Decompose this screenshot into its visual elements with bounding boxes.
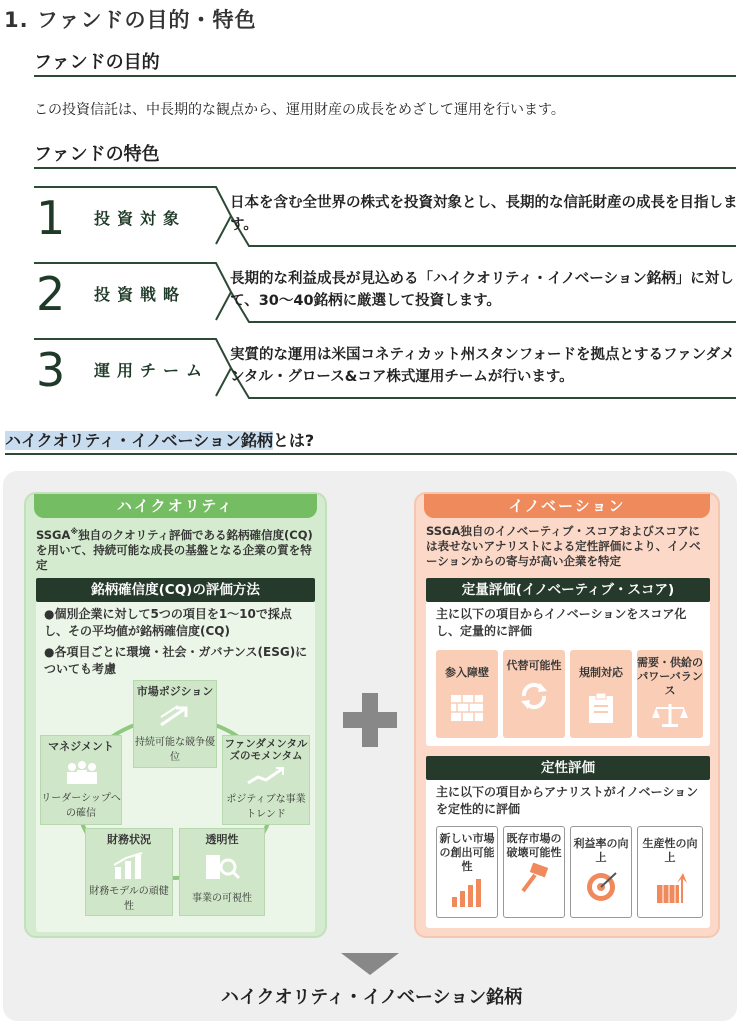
bullet-text: 各項目ごとに環境・社会・ガバナンス(ESG)についても考慮 [44,645,308,676]
factor-transparency [179,828,265,916]
feature-description: 実質的な運用は米国コネティカット州スタンフォードを拠点とするファンダメンタル・グロース&コア株式運用チームが行います。 [230,347,735,385]
feature-description: 長期的な利益成長が見込める「ハイクオリティ・イノベーション銘柄」に対して、30〜40銘柄に厳選して投資します。 [230,271,734,309]
trend-chart-icon [246,765,286,787]
quality-bullet-2 [44,644,310,678]
target-icon [584,871,618,903]
hammer-icon [517,863,551,893]
finance-chart-icon [112,851,146,881]
features-title: ファンドの特色 [34,144,160,165]
qual-item [570,826,632,918]
factor-market-position [133,680,217,768]
feature-label: 投資戦略 [94,285,187,304]
factor-subtitle: ポジティブな事業トレンド [226,794,306,820]
factory-icon [653,871,687,905]
brick-wall-icon [450,694,484,722]
quant-item [570,650,632,738]
people-icon [63,760,99,786]
question-highlight: ハイクオリティ・イノベーション銘柄 [5,431,273,450]
purpose-text: この投資信託は、中長期的な観点から、運用財産の成長をめざして運用を行います。 [34,102,565,118]
bullet-icon: ● [44,607,55,621]
result-title: ハイクオリティ・イノベーション銘柄 [220,987,523,1008]
qual-item-label: 既存市場の破壊可能性 [506,832,562,859]
qual-item [503,826,565,918]
qual-text: 主に以下の項目からアナリストがイノベーションを定性的に評価 [436,785,699,816]
quant-text: 主に以下の項目からイノベーションをスコア化し、定量的に評価 [436,607,687,638]
factor-subtitle: リーダーシップへの確信 [41,793,121,819]
quant-item-label: 参入障壁 [445,666,489,679]
qual-item-label: 生産性の向上 [642,837,698,864]
feature-label: 投資対象 [94,209,187,228]
factor-subtitle: 事業の可視性 [192,893,252,904]
magnifier-building-icon [202,851,242,881]
quant-item-label: 代替可能性 [506,659,562,672]
bar-chart-icon [450,877,484,907]
quant-title: 定量評価(イノベーティブ・スコア) [426,578,710,602]
factor-title: マネジメント [48,740,114,753]
factor-subtitle: 持続可能な競争優位 [135,737,215,763]
innovation-header: イノベーション [424,494,710,518]
cycle-arrows-icon [518,681,550,711]
factor-title: 市場ポジション [136,685,214,698]
qual-title: 定性評価 [426,756,710,780]
factor-subtitle: 財務モデルの頑健性 [89,886,169,912]
feature-description: 日本を含む全世界の株式を投資対象とし、長期的な信託財産の成長を目指します。 [230,195,738,233]
quality-intro [36,524,316,573]
qual-item-label: 新しい市場の創出可能性 [439,832,495,873]
features-underline [34,167,736,169]
quant-item [503,650,565,738]
factor-fundamental-momentum [222,735,310,825]
qual-item-label: 利益率の向上 [573,837,629,864]
purpose-underline [34,75,736,77]
question-underline [5,453,737,455]
quality-bullet-1 [44,606,310,640]
factor-title: ファンダメンタルズのモメンタム [224,738,308,762]
question-title [5,428,314,451]
quant-item-label: 需要・供給のパワーバランス [637,656,703,697]
factor-financial-condition [85,828,173,916]
feature-number: 2 [36,267,66,321]
quality-intro-mark: ※ [70,527,79,536]
factor-management [40,735,122,825]
feature-number: 3 [36,343,66,397]
feature-item-2 [34,262,736,324]
qual-item [637,826,703,918]
question-rest: とは? [272,431,315,450]
quality-intro-ssga: SSGA [36,527,71,542]
quant-item-label: 規制対応 [579,666,623,679]
bullet-icon: ● [44,645,55,659]
quality-intro-text: 独自のクオリティ評価である銘柄確信度(CQ)を用いて、持続可能な成長の基盤となる企業の質を特定 [36,527,313,572]
quant-item [637,650,703,738]
arrows-icon [158,703,192,729]
factor-title: 財務状況 [107,833,151,846]
quality-header: ハイクオリティ [34,494,317,518]
feature-number: 1 [36,191,66,245]
clipboard-icon [587,692,615,724]
innovation-intro: SSGA独自のイノベーティブ・スコアおよびスコアには表せないアナリストによる定性評価により、イノベーションからの寄与が高い企業を特定 [426,524,701,568]
quant-item [436,650,498,738]
section-heading: 1. ファンドの目的・特色 [4,8,257,32]
feature-label: 運用チーム [94,361,210,380]
quality-method-title: 銘柄確信度(CQ)の評価方法 [36,578,315,602]
factor-title: 透明性 [205,833,239,846]
qual-item [436,826,498,918]
feature-item-3 [34,338,736,400]
scale-icon [650,702,690,728]
purpose-title: ファンドの目的 [34,52,160,73]
bullet-text: 個別企業に対して5つの項目を1〜10で採点し、その平均値が銘柄確信度(CQ) [44,607,292,638]
down-arrow-icon [341,953,399,975]
plus-icon [343,693,397,747]
feature-item-1 [34,186,736,248]
